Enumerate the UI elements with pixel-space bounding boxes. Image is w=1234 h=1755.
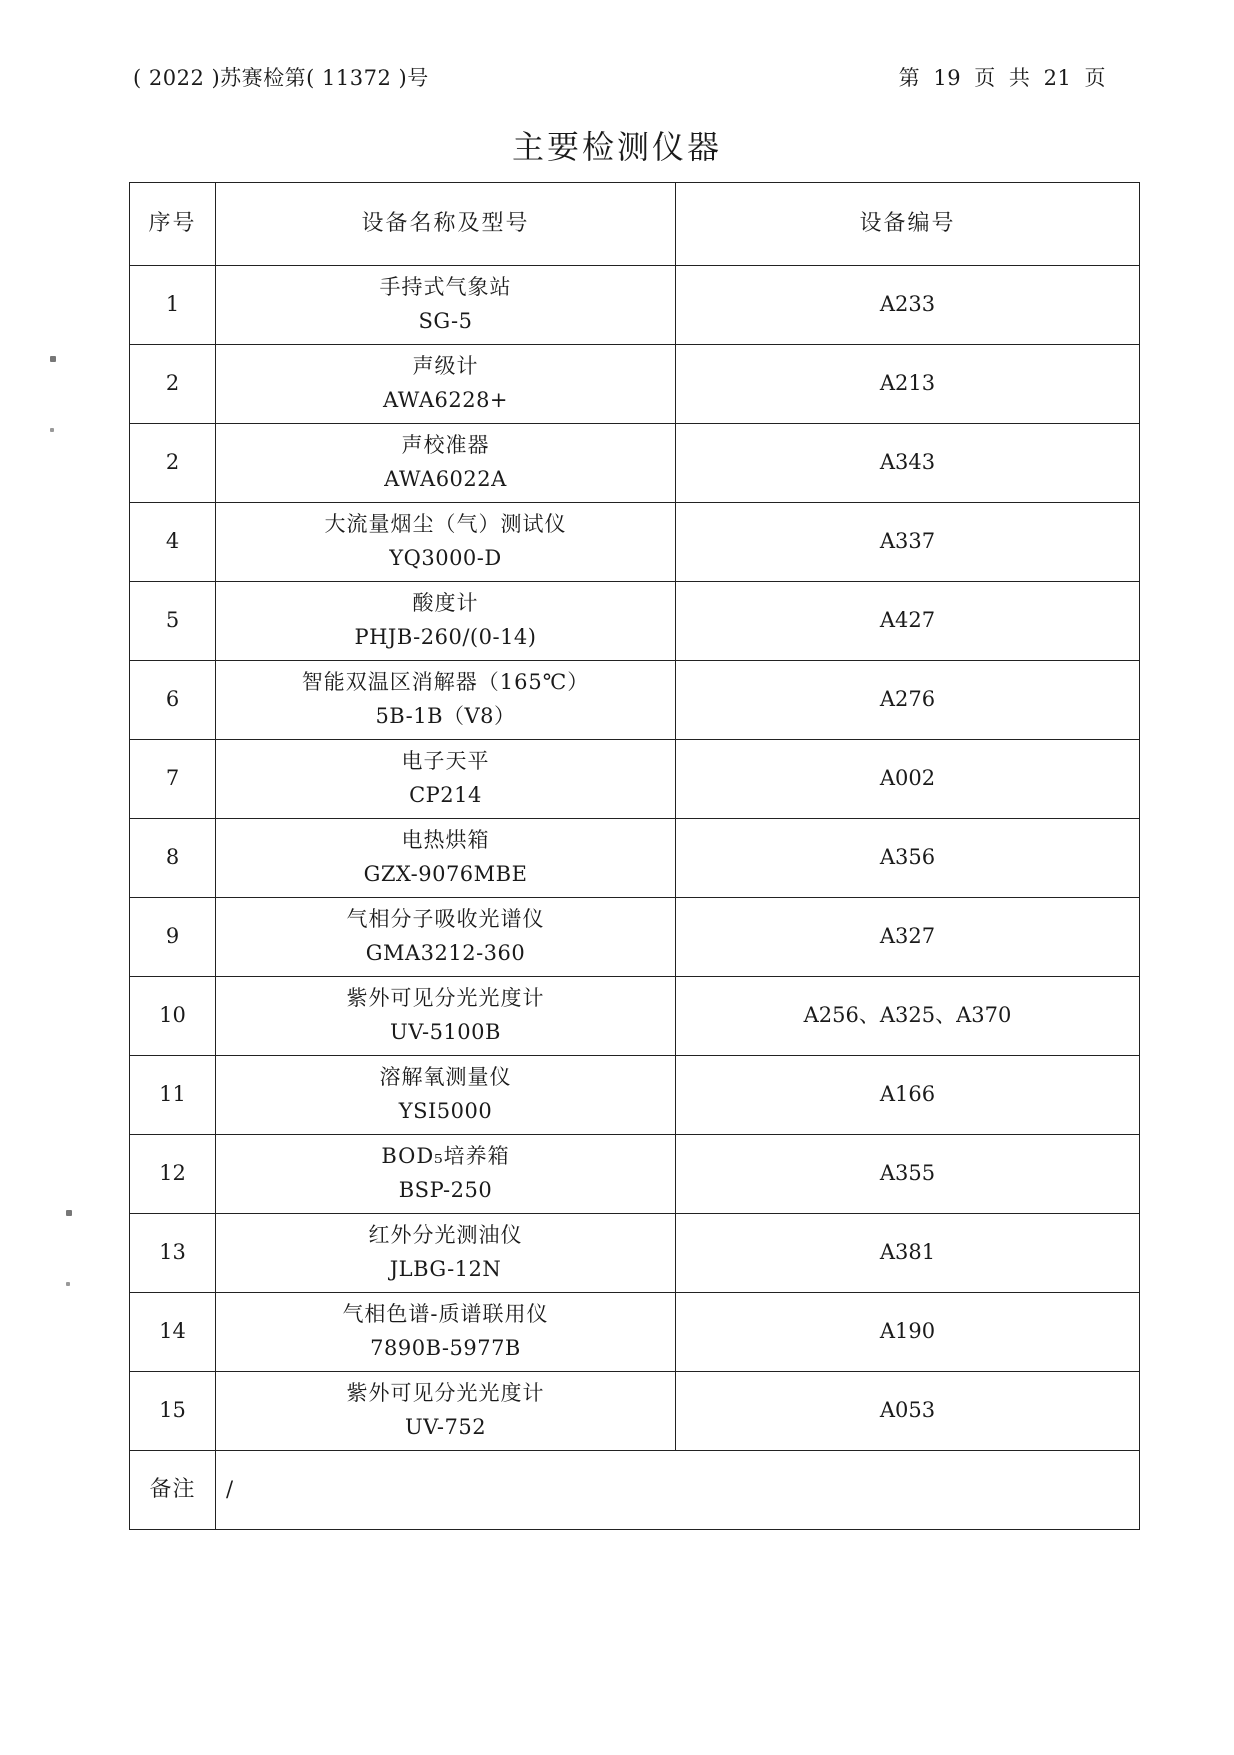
equipment-model: CP214 — [409, 783, 482, 807]
equipment-name: 声校准器 — [401, 433, 490, 458]
equipment-name: 电热烘箱 — [401, 828, 490, 853]
row-seq: 4 — [130, 503, 216, 582]
row-equipment — [216, 266, 676, 345]
row-equipment — [216, 424, 676, 503]
row-seq: 2 — [130, 424, 216, 503]
equipment-name: BOD₅培养箱 — [381, 1144, 510, 1169]
note-label: 备注 — [130, 1451, 216, 1530]
table-row — [130, 1372, 1140, 1451]
row-equipment — [216, 503, 676, 582]
row-seq: 2 — [130, 345, 216, 424]
row-equipment — [216, 661, 676, 740]
table-row — [130, 1214, 1140, 1293]
equipment-name: 声级计 — [412, 354, 479, 379]
row-code: A002 — [676, 740, 1140, 819]
equipment-model: AWA6228+ — [382, 388, 509, 412]
table-row — [130, 1135, 1140, 1214]
instrument-table — [129, 182, 1140, 1530]
row-code: A053 — [676, 1372, 1140, 1451]
row-equipment — [216, 1293, 676, 1372]
row-code: A190 — [676, 1293, 1140, 1372]
table-row — [130, 977, 1140, 1056]
page-header — [133, 62, 1106, 92]
row-equipment — [216, 740, 676, 819]
equipment-name: 紫外可见分光光度计 — [346, 986, 545, 1011]
page-indicator: 第 19 页 共 21 页 — [898, 66, 1106, 90]
row-equipment — [216, 898, 676, 977]
row-code: A256、A325、A370 — [676, 977, 1140, 1056]
table-row — [130, 819, 1140, 898]
row-seq: 9 — [130, 898, 216, 977]
equipment-model: 5B-1B（V8） — [375, 704, 516, 728]
equipment-name: 气相色谱-质谱联用仪 — [342, 1302, 549, 1327]
equipment-model: UV-5100B — [390, 1020, 501, 1044]
equipment-name: 手持式气象站 — [379, 275, 512, 300]
header-code: 设备编号 — [676, 183, 1140, 266]
row-code: A327 — [676, 898, 1140, 977]
equipment-model: BSP-250 — [398, 1178, 493, 1202]
row-code: A427 — [676, 582, 1140, 661]
row-equipment — [216, 345, 676, 424]
table-row — [130, 266, 1140, 345]
row-code: A276 — [676, 661, 1140, 740]
header-name: 设备名称及型号 — [216, 183, 676, 266]
row-seq: 15 — [130, 1372, 216, 1451]
equipment-name: 大流量烟尘（气）测试仪 — [324, 512, 567, 537]
equipment-model: JLBG-12N — [389, 1257, 502, 1281]
equipment-model: PHJB-260/(0-14) — [354, 625, 537, 649]
equipment-model: AWA6022A — [384, 467, 507, 491]
row-seq: 7 — [130, 740, 216, 819]
equipment-model: GMA3212-360 — [365, 941, 526, 965]
table-row — [130, 661, 1140, 740]
equipment-name: 紫外可见分光光度计 — [346, 1381, 545, 1406]
row-seq: 10 — [130, 977, 216, 1056]
row-equipment — [216, 1214, 676, 1293]
equipment-name: 电子天平 — [401, 749, 490, 774]
header-seq: 序号 — [130, 183, 216, 266]
table-row — [130, 898, 1140, 977]
equipment-model: SG-5 — [418, 309, 473, 333]
row-code: A233 — [676, 266, 1140, 345]
row-seq: 13 — [130, 1214, 216, 1293]
table-row — [130, 1056, 1140, 1135]
table-row — [130, 740, 1140, 819]
equipment-model: YQ3000-D — [389, 546, 502, 570]
row-equipment — [216, 1056, 676, 1135]
row-equipment — [216, 1372, 676, 1451]
row-seq: 8 — [130, 819, 216, 898]
table-row — [130, 503, 1140, 582]
equipment-name: 智能双温区消解器（165℃） — [301, 670, 590, 695]
row-code: A356 — [676, 819, 1140, 898]
equipment-model: YSI5000 — [398, 1099, 493, 1123]
equipment-name: 溶解氧测量仪 — [379, 1065, 512, 1090]
row-code: A381 — [676, 1214, 1140, 1293]
note-value: / — [216, 1451, 1140, 1530]
scan-mark — [50, 428, 54, 432]
scan-mark — [66, 1210, 72, 1216]
table-row — [130, 424, 1140, 503]
equipment-name: 红外分光测油仪 — [368, 1223, 523, 1248]
scan-mark — [66, 1282, 70, 1286]
table-header-row — [130, 183, 1140, 266]
row-code: A343 — [676, 424, 1140, 503]
equipment-model: GZX-9076MBE — [363, 862, 528, 886]
document-number: ( 2022 )苏赛检第( 11372 )号 — [133, 66, 429, 90]
row-code: A213 — [676, 345, 1140, 424]
row-seq: 6 — [130, 661, 216, 740]
table-row — [130, 582, 1140, 661]
row-seq: 14 — [130, 1293, 216, 1372]
row-seq: 5 — [130, 582, 216, 661]
row-equipment — [216, 977, 676, 1056]
page-title: 主要检测仪器 — [511, 128, 722, 166]
row-code: A355 — [676, 1135, 1140, 1214]
table-row — [130, 345, 1140, 424]
scan-mark — [50, 356, 56, 362]
row-equipment — [216, 819, 676, 898]
note-row — [130, 1451, 1140, 1530]
equipment-model: 7890B-5977B — [370, 1336, 521, 1360]
equipment-name: 酸度计 — [412, 591, 479, 616]
equipment-name: 气相分子吸收光谱仪 — [346, 907, 545, 932]
row-equipment — [216, 582, 676, 661]
row-code: A337 — [676, 503, 1140, 582]
row-equipment — [216, 1135, 676, 1214]
row-seq: 11 — [130, 1056, 216, 1135]
equipment-model: UV-752 — [404, 1415, 487, 1439]
row-seq: 12 — [130, 1135, 216, 1214]
row-code: A166 — [676, 1056, 1140, 1135]
row-seq: 1 — [130, 266, 216, 345]
table-row — [130, 1293, 1140, 1372]
